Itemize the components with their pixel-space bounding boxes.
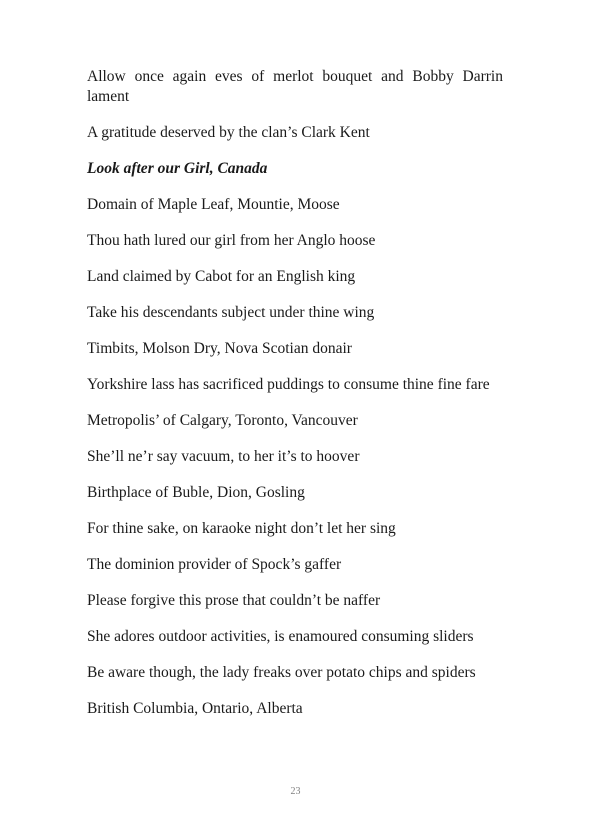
poem-line: Take his descendants subject under thine wing <box>87 304 375 321</box>
poem-body <box>87 67 503 735</box>
poem-line: For thine sake, on karaoke night don’t let her sing <box>87 520 396 537</box>
poem-line: Metropolis’ of Calgary, Toronto, Vancouver <box>87 412 358 429</box>
poem-line: The dominion provider of Spock’s gaffer <box>87 556 342 573</box>
poem-line: Thou hath lured our girl from her Anglo hoose <box>87 232 376 249</box>
poem-line: Be aware though, the lady freaks over potato chips and spiders <box>87 664 476 681</box>
poem-line: Birthplace of Buble, Dion, Gosling <box>87 484 305 501</box>
poem-line: Please forgive this prose that couldn’t be naffer <box>87 592 381 609</box>
poem-line: A gratitude deserved by the clan’s Clark Kent <box>87 124 370 141</box>
poem-line: Domain of Maple Leaf, Mountie, Moose <box>87 196 340 213</box>
poem-line: She’ll ne’r say vacuum, to her it’s to hoover <box>87 448 360 465</box>
page-number: 23 <box>290 786 301 797</box>
poem-line: Allow once again eves of merlot bouquet and Bobby Darrin lament <box>87 68 503 105</box>
poem-line: Land claimed by Cabot for an English king <box>87 268 356 285</box>
poem-line: Yorkshire lass has sacrificed puddings to consume thine fine fare <box>87 376 490 393</box>
poem-line: She adores outdoor activities, is enamoured consuming sliders <box>87 628 474 645</box>
poem-line: Timbits, Molson Dry, Nova Scotian donair <box>87 340 352 357</box>
poem-heading: Look after our Girl, Canada <box>87 160 268 177</box>
poem-line: British Columbia, Ontario, Alberta <box>87 700 303 717</box>
